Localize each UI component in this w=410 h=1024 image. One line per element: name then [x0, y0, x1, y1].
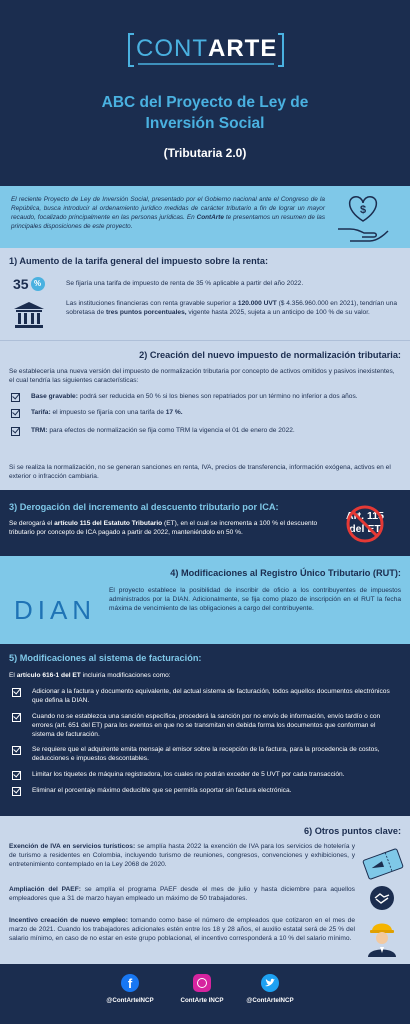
- section-2: [0, 340, 410, 490]
- header: [0, 0, 410, 186]
- list-item: TRM: para efectos de normalización se fija como TRM la vigencia el 01 de enero de 2022.: [11, 427, 396, 436]
- key-point-3: Incentivo creación de nuevo empleo: tomando como base el número de empleados que cotizaron en el mes de marzo de 2021. Cuando los trabajadores adicionales estén entre los 18 y 28 años, el auxilio estatal será de 25 % del salario mínimo, en caso de no estar en este grupo poblacional, el incentivo corresponderá a 10 % del salario mínimo.: [9, 917, 355, 942]
- section-4: [0, 556, 410, 644]
- checkbox-icon: [11, 393, 20, 402]
- percent-badge: %: [31, 277, 45, 291]
- list-item: Base gravable: podrá ser reducida en 50 % si los bienes son repatriados por un término no inferior a dos años.: [11, 393, 396, 402]
- dian-logo: DIAN: [13, 595, 97, 625]
- instagram-icon: [193, 974, 211, 992]
- percent-figure: [13, 276, 45, 292]
- section-1-line1: Se fijaría una tarifa de impuesto de renta de 35 % aplicable a partir del año 2022.: [66, 280, 304, 287]
- section-4-text: El proyecto establece la posibilidad de inscribir de oficio a los contribuyentes de impuestos administrados por la DIAN. Adicionalmente, se fija como plazo de inscripción en el RUT la fecha máxima de vencimiento de las obligaciones a cargo del contribuyente.: [109, 587, 401, 612]
- section-1-heading: 1) Aumento de la tarifa general del impuesto sobre la renta:: [9, 256, 269, 266]
- page-title: ABC del Proyecto de Ley de Inversión Social: [101, 94, 309, 132]
- social-instagram[interactable]: ContArte INCP: [172, 974, 232, 1005]
- handshake-icon: [369, 885, 395, 911]
- logo-cont: CONT: [136, 35, 208, 62]
- section-1-para2: Las instituciones financieras con renta gravable superior a 120.000 UVT ($ 4.356.960.000 en 2021), tendrían una sobretasa de tres puntos porcentuales, vigente hasta 2025, sujeta a un anticipo de 100 % de su valor.: [66, 300, 398, 316]
- section-3: [0, 490, 410, 556]
- logo: [126, 30, 286, 70]
- prohibited-icon: [338, 504, 392, 544]
- footer: [0, 964, 410, 1024]
- section-2-outro: Si se realiza la normalización, no se generan sanciones en renta, IVA, precios de transferencia, información exógena, activos en el exterior o infracción cambiaria.: [9, 464, 391, 480]
- twitter-icon: [261, 974, 279, 992]
- hand-heart-money-icon: [334, 191, 392, 243]
- key-point-1: Exención de IVA en servicios turísticos: se amplía hasta 2022 la exención de IVA para los servicios de hotelería y de turismo a residentes en Colombia, incluyendo turismo de reuniones, congresos, convenciones y exhibiciones, y entretenimiento contemplado en la Ley 2068 de 2020.: [9, 843, 355, 868]
- intro-section: [0, 186, 410, 248]
- worker-icon: [364, 917, 400, 957]
- checkbox-icon: [11, 409, 20, 418]
- section-5-heading: 5) Modificaciones al sistema de facturación:: [9, 653, 202, 663]
- section-2-intro: Se establecería una nueva versión del impuesto de normalización tributaria por concepto de activos omitidos y pasivos inexistentes, el cual tendría las siguientes características:: [9, 368, 395, 384]
- airplane-ticket-icon: [361, 848, 405, 880]
- list-item: Tarifa: el impuesto se fijaría con una tarifa de 17 %.: [11, 409, 396, 418]
- checkbox-icon: [12, 746, 21, 755]
- art115-badge: Art. 115 del ET: [338, 504, 392, 544]
- bank-building-icon: [12, 300, 46, 330]
- checkbox-icon: [12, 787, 21, 796]
- checkbox-icon: [12, 688, 21, 697]
- section-3-heading: 3) Derogación del incremento al descuento tributario por ICA:: [9, 502, 279, 512]
- intro-text: El reciente Proyecto de Ley de Inversión Social, presentado por el Gobierno nacional ante el Congreso de la República, busca introducir al ordenamiento jurídico medidas de carácter tributario a fin de lograr un mayor recaudo, focalizado principalmente en las personas jurídicas. En ContArte te presentamos un resumen de las principales disposiciones de este proyecto.: [11, 196, 326, 230]
- facebook-icon: f: [121, 974, 139, 992]
- checkbox-icon: [12, 771, 21, 780]
- section-4-heading: 4) Modificaciones al Registro Único Tributario (RUT):: [170, 568, 401, 578]
- section-1: [0, 248, 410, 340]
- section-5: [0, 644, 410, 816]
- page-subtitle: (Tributaria 2.0): [163, 146, 247, 160]
- checkbox-icon: [12, 713, 21, 722]
- logo-arte: ARTE: [208, 35, 278, 62]
- section-2-heading: 2) Creación del nuevo impuesto de normalización tributaria:: [139, 350, 401, 360]
- key-point-2: Ampliación del PAEF: se amplía el programa PAEF desde el mes de julio y hasta diciembre para aquellos empleadores que a 31 de marzo hayan empleado un máximo de 50 trabajadores.: [9, 886, 355, 902]
- section-6-heading: 6) Otros puntos clave:: [304, 826, 401, 836]
- list-item: Limitar los tiquetes de máquina registradora, los cuales no podrán exceder de 5 UVT por cada transacción.: [12, 771, 395, 780]
- social-twitter[interactable]: @ContArteINCP: [240, 974, 300, 1005]
- list-item: Eliminar el porcentaje máximo deducible que se permitía soportar sin factura electrónica.: [12, 787, 395, 796]
- social-facebook[interactable]: f @ContArteINCP: [106, 976, 154, 1004]
- section-6: [0, 816, 410, 964]
- percent-number: 35: [13, 276, 29, 292]
- section-3-text: Se derogará el artículo 115 del Estatuto Tributario (ET), en el cual se incrementa a 100 % el descuento tributario por concepto de ICA pagado a partir de 2022, manteniéndolo en 50 %.: [9, 520, 318, 536]
- list-item: Se requiere que el adquirente emita mensaje al emisor sobre la recepción de la factura, para la procedencia de costos, deducciones e impuestos descontables.: [12, 746, 395, 764]
- section-5-intro: El artículo 616-1 del ET incluiría modificaciones como:: [9, 672, 171, 679]
- section-2-list: [11, 393, 396, 436]
- section-5-list: [12, 688, 395, 796]
- checkbox-icon: [11, 427, 20, 436]
- svg-text:$: $: [359, 204, 367, 216]
- list-item: Adicionar a la factura y documento equivalente, del actual sistema de facturación, todos aquellos documentos electrónicos que defina la DIAN.: [12, 688, 395, 706]
- list-item: Cuando no se establezca una sanción específica, procederá la sanción por no envío de información, envío tardío o con errores (art. 651 del ET) para los eventos en que no se transmitan en debida forma los documentos que conforman el sistema de facturación.: [12, 713, 395, 740]
